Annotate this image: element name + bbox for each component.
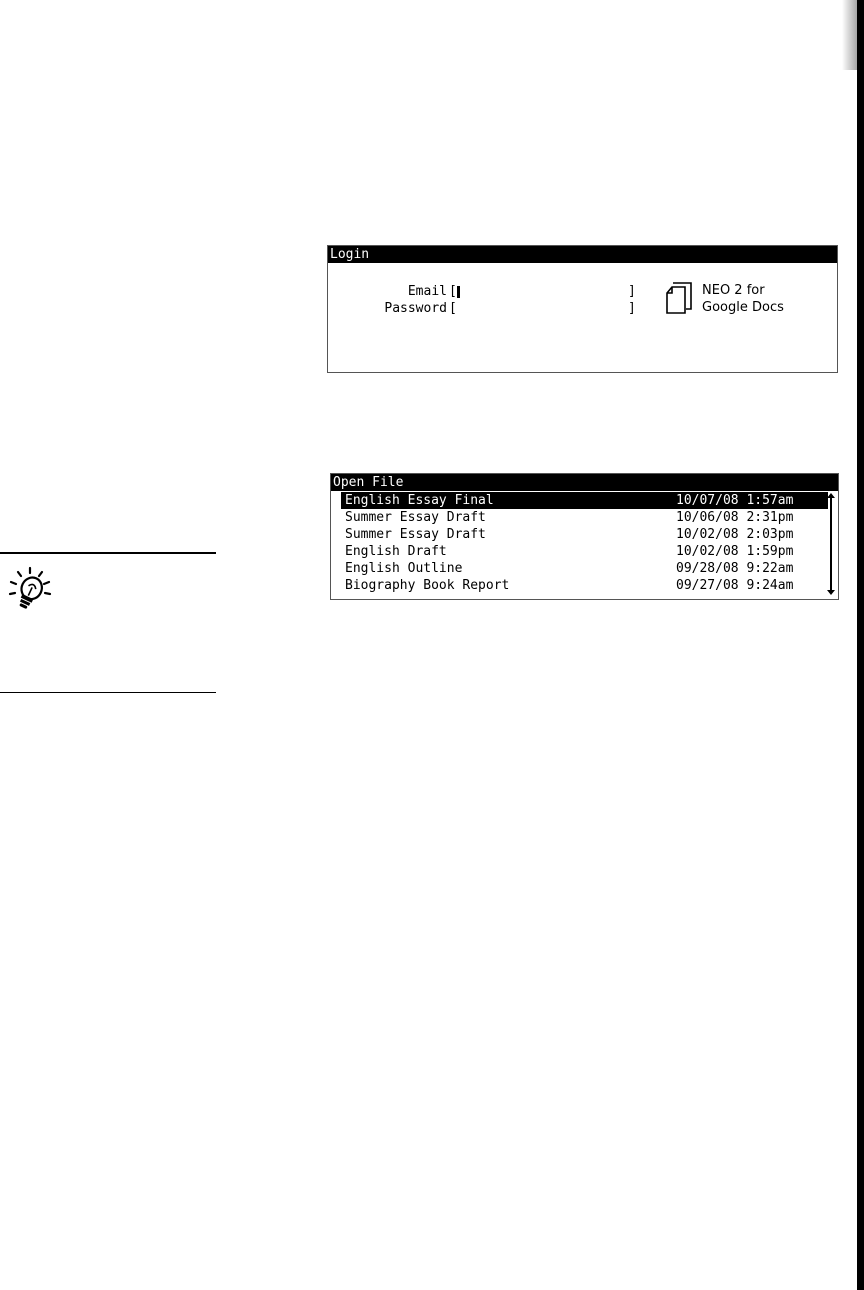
login-title: Login [328, 246, 837, 263]
password-label: Password [384, 301, 447, 316]
file-row[interactable] [341, 543, 828, 560]
open-file-title: Open File [331, 474, 838, 491]
file-date: 10/02/08 1:59pm [676, 544, 794, 559]
email-bracket-open: [ [449, 284, 457, 299]
lightbulb-icon [6, 566, 56, 616]
file-name: Summer Essay Draft [345, 510, 486, 525]
document-icon [666, 282, 692, 314]
email-field[interactable] [461, 284, 626, 300]
login-window [327, 245, 838, 373]
file-date: 10/02/08 2:03pm [676, 527, 794, 542]
product-name-line2: Google Docs [702, 300, 784, 315]
file-row[interactable] [341, 560, 828, 577]
open-file-window [330, 473, 839, 600]
tip-bottom-rule [0, 692, 216, 693]
file-row[interactable] [341, 492, 828, 509]
file-row[interactable] [341, 577, 828, 594]
email-bracket-close: ] [628, 284, 636, 299]
password-bracket-close: ] [628, 301, 636, 316]
product-name [702, 282, 832, 316]
password-bracket-open: [ [449, 301, 457, 316]
file-name: Summer Essay Draft [345, 527, 486, 542]
file-name: English Essay Final [345, 493, 494, 508]
product-name-line1: NEO 2 for [702, 283, 765, 298]
file-name: English Outline [345, 561, 463, 576]
file-row[interactable] [341, 526, 828, 543]
file-date: 09/28/08 9:22am [676, 561, 794, 576]
file-date: 10/07/08 1:57am [676, 493, 794, 508]
page-edge-bar [857, 0, 864, 1290]
tip-top-rule [0, 552, 216, 554]
arrow-down-icon[interactable] [826, 584, 836, 596]
text-cursor [457, 286, 460, 298]
file-row[interactable] [341, 509, 828, 526]
file-date: 10/06/08 2:31pm [676, 510, 794, 525]
email-label: Email [407, 284, 447, 299]
password-field[interactable] [457, 301, 626, 317]
scroll-track[interactable] [830, 502, 832, 586]
file-name: Biography Book Report [345, 578, 510, 593]
page-edge-shadow [842, 0, 857, 70]
scrollbar[interactable] [826, 492, 836, 598]
file-date: 09/27/08 9:24am [676, 578, 794, 593]
file-name: English Draft [345, 544, 447, 559]
